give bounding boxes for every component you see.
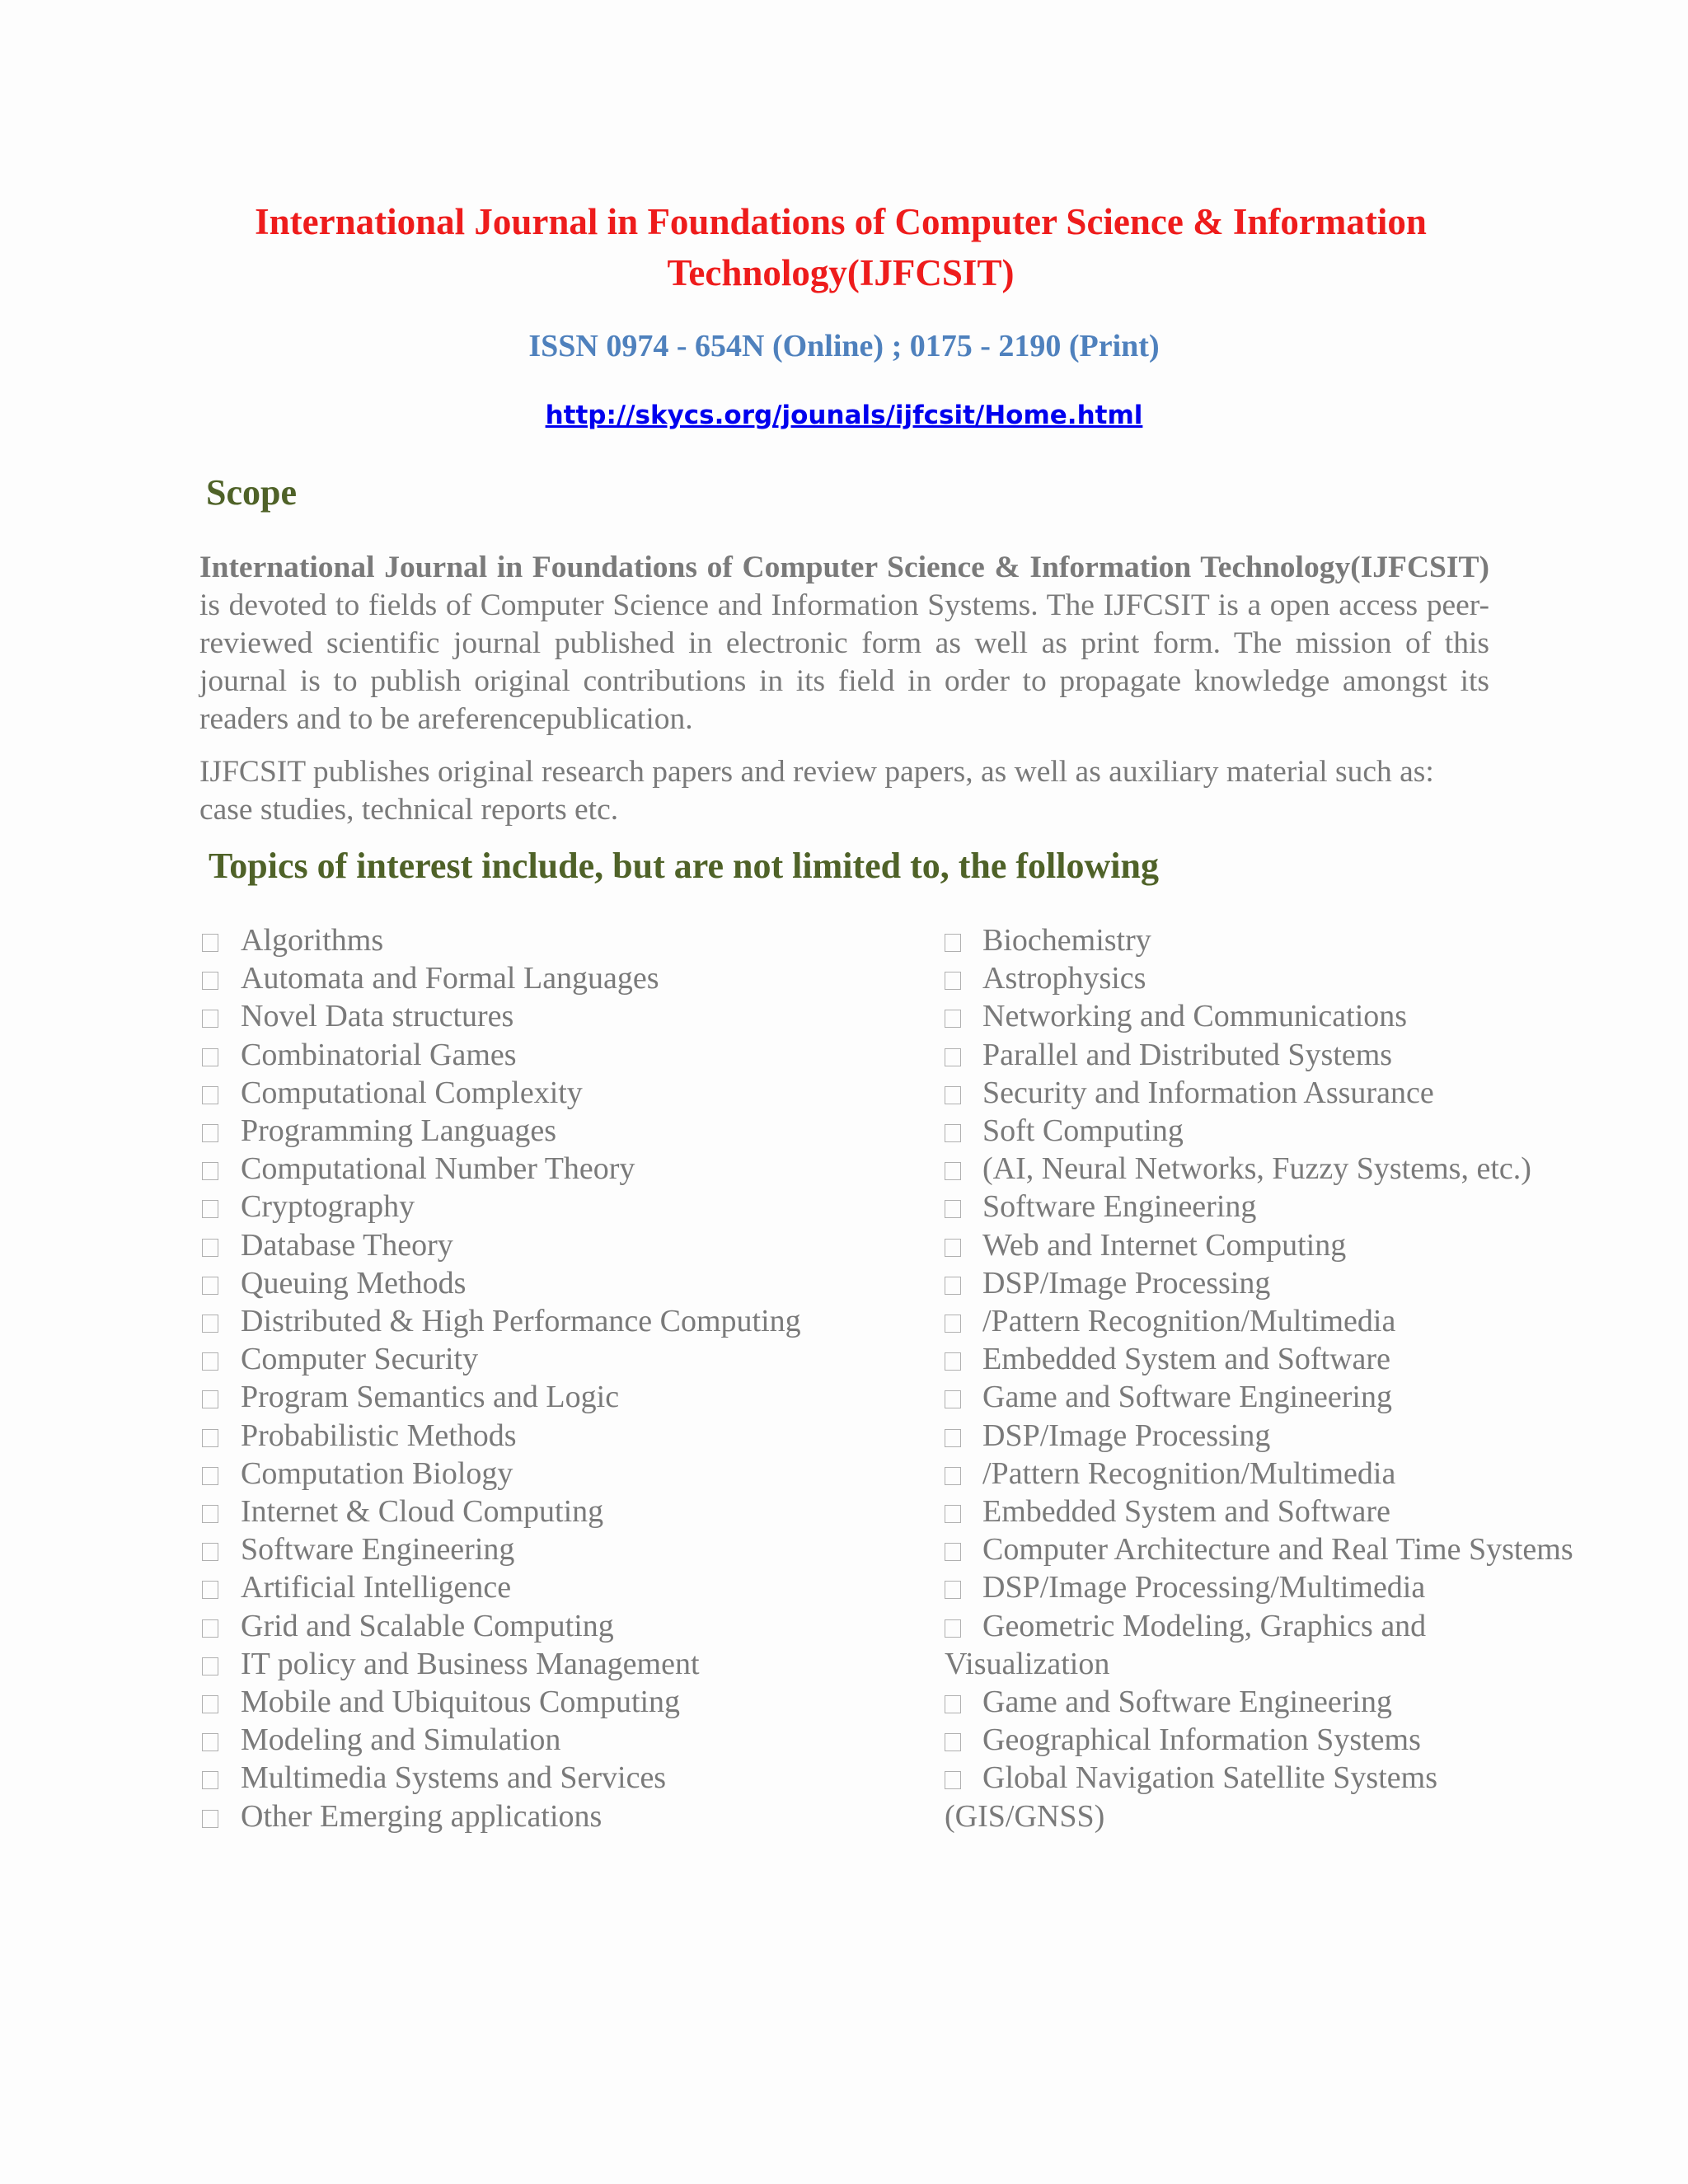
topic-label: Probabilistic Methods [241, 1418, 517, 1453]
bullet-box-icon [202, 1010, 218, 1028]
journal-url [0, 397, 1688, 434]
topic-list-item [945, 997, 1670, 1035]
bullet-box-icon [945, 1543, 961, 1561]
bullet-box-icon [945, 1695, 961, 1713]
bullet-box-icon [202, 1239, 218, 1257]
topic-list-item [945, 1150, 1670, 1188]
topic-label: Novel Data structures [241, 999, 514, 1034]
bullet-box-icon [202, 1733, 218, 1751]
bullet-box-icon [202, 1315, 218, 1333]
topic-list-item [202, 921, 911, 959]
topic-list-item [202, 1302, 911, 1340]
topic-label: Automata and Formal Languages [241, 961, 659, 996]
topic-list-item [202, 1759, 911, 1797]
topic-label: Cryptography [241, 1189, 415, 1225]
topic-list-item [202, 1645, 911, 1683]
bullet-box-icon [945, 1619, 961, 1638]
topic-label: Software Engineering [241, 1532, 515, 1568]
bullet-box-icon [945, 934, 961, 952]
topic-label: DSP/Image Processing [982, 1265, 1271, 1301]
bullet-box-icon [945, 1124, 961, 1142]
topic-list-item [945, 1530, 1670, 1568]
topic-list-item [202, 1340, 911, 1378]
bullet-box-icon [945, 1771, 961, 1789]
topics-list-right [945, 921, 1670, 1835]
bullet-box-icon [202, 1200, 218, 1218]
topic-list-item [945, 1721, 1670, 1759]
bullet-box-icon [945, 1315, 961, 1333]
scope-paragraph-1-lead: International Journal in Foundations of Computer Science & Information Technology(IJFCSIT) [199, 551, 1489, 584]
topic-label: Geometric Modeling, Graphics and [982, 1608, 1427, 1643]
topic-list-item [945, 1302, 1670, 1340]
topic-label: Software Engineering [982, 1189, 1257, 1225]
scope-paragraph-2: IJFCSIT publishes original research papers and review papers, as well as auxiliary material such as: case studies, technical reports etc. [199, 755, 1434, 827]
topic-list-item [945, 1036, 1670, 1074]
topic-list-item [202, 1721, 911, 1759]
topic-list-item [945, 1112, 1670, 1150]
topic-list-item [202, 1455, 911, 1493]
bullet-box-icon [202, 1162, 218, 1180]
topic-label: /Pattern Recognition/Multimedia [982, 1304, 1396, 1339]
journal-title [198, 196, 1484, 298]
bullet-box-icon [202, 1581, 218, 1599]
topic-label: Programming Languages [241, 1113, 557, 1149]
topic-list-item [945, 1264, 1670, 1302]
bullet-box-icon [945, 1010, 961, 1028]
topic-label: Combinatorial Games [241, 1037, 517, 1072]
topic-label: Embedded System and Software [982, 1494, 1390, 1530]
bullet-box-icon [945, 1581, 961, 1599]
bullet-box-icon [202, 1543, 218, 1561]
bullet-box-icon [945, 1390, 961, 1408]
journal-title-line-1: International Journal in Foundations of Computer Science & Information [255, 201, 1427, 242]
topic-list-item [202, 1074, 911, 1112]
topic-label: Security and Information Assurance [982, 1075, 1434, 1110]
bullet-box-icon [945, 1162, 961, 1180]
topic-list-item [202, 1568, 911, 1606]
topic-label: Queuing Methods [241, 1265, 467, 1301]
bullet-box-icon [945, 1277, 961, 1295]
topic-list-item [202, 1797, 911, 1835]
issn-line: ISSN 0974 - 654N (Online) ; 0175 - 2190 (Print) [528, 329, 1160, 363]
topic-label: Algorithms [241, 923, 384, 958]
topic-label: Program Semantics and Logic [241, 1380, 620, 1415]
topic-label: Global Navigation Satellite Systems [982, 1760, 1437, 1796]
topic-list-item [945, 1417, 1670, 1455]
bullet-box-icon [945, 1505, 961, 1523]
topic-list-item [945, 959, 1670, 997]
topic-list-item [202, 1493, 911, 1530]
topic-list-item [202, 1378, 911, 1416]
topic-label: Grid and Scalable Computing [241, 1608, 614, 1643]
topic-list-item [202, 1417, 911, 1455]
bullet-box-icon [945, 1467, 961, 1485]
bullet-box-icon [202, 1086, 218, 1104]
bullet-box-icon [945, 1048, 961, 1066]
topic-label: Multimedia Systems and Services [241, 1760, 667, 1796]
bullet-box-icon [202, 1505, 218, 1523]
topic-label: Embedded System and Software [982, 1342, 1390, 1377]
topic-list-item [945, 1568, 1670, 1606]
topic-label: Biochemistry [982, 923, 1151, 958]
topic-label: DSP/Image Processing [982, 1418, 1271, 1453]
bullet-box-icon [202, 1467, 218, 1485]
topic-list-item [945, 1188, 1670, 1226]
topic-label: Computational Number Theory [241, 1151, 635, 1187]
topic-label: IT policy and Business Management [241, 1646, 700, 1681]
bullet-box-icon [202, 972, 218, 990]
topic-label: Visualization [945, 1646, 1110, 1681]
topics-list-left [202, 921, 911, 1835]
topic-list-item [202, 1036, 911, 1074]
scope-paragraph-1 [199, 549, 1489, 738]
bullet-box-icon [202, 1048, 218, 1066]
bullet-box-icon [945, 1429, 961, 1447]
topic-list-item [202, 1530, 911, 1568]
topics-heading: Topics of interest include, but are not limited to, the following [209, 846, 1159, 886]
topic-label: Distributed & High Performance Computing [241, 1304, 801, 1339]
topic-list-item [202, 1226, 911, 1264]
bullet-box-icon [202, 1657, 218, 1675]
journal-home-link[interactable]: http://skycs.org/jounals/ijfcsit/Home.html [545, 401, 1143, 430]
topic-list-item [945, 1645, 1670, 1683]
topic-label: Modeling and Simulation [241, 1722, 561, 1758]
topic-label: Computer Security [241, 1342, 479, 1377]
bullet-box-icon [202, 1810, 218, 1828]
topic-list-item [945, 1797, 1670, 1835]
topic-label: Game and Software Engineering [982, 1380, 1392, 1415]
bullet-box-icon [202, 1619, 218, 1638]
topic-list-item [202, 1112, 911, 1150]
topic-list-item [202, 959, 911, 997]
topic-list-item [945, 1226, 1670, 1264]
bullet-box-icon [202, 1429, 218, 1447]
topic-list-item [945, 1074, 1670, 1112]
bullet-box-icon [202, 1352, 218, 1371]
topic-label: Parallel and Distributed Systems [982, 1037, 1393, 1072]
topic-list-item [945, 921, 1670, 959]
bullet-box-icon [202, 934, 218, 952]
bullet-box-icon [202, 1390, 218, 1408]
topic-label: Computation Biology [241, 1455, 513, 1491]
topic-list-item [945, 1759, 1670, 1797]
topic-label: Soft Computing [982, 1113, 1184, 1149]
journal-title-line-2: Technology(IJFCSIT) [667, 252, 1015, 293]
topic-label: Other Emerging applications [241, 1798, 603, 1834]
topic-label: Geographical Information Systems [982, 1722, 1421, 1758]
topic-list-item [945, 1607, 1670, 1645]
scope-heading: Scope [206, 472, 297, 513]
bullet-box-icon [202, 1124, 218, 1142]
topic-list-item [202, 1188, 911, 1226]
topic-list-item [945, 1378, 1670, 1416]
topic-list-item [202, 1150, 911, 1188]
topic-list-item [945, 1683, 1670, 1721]
topic-label: /Pattern Recognition/Multimedia [982, 1455, 1396, 1491]
bullet-box-icon [202, 1695, 218, 1713]
topic-label: Web and Internet Computing [982, 1227, 1347, 1263]
topic-list-item [202, 1607, 911, 1645]
topic-label: Mobile and Ubiquitous Computing [241, 1685, 681, 1720]
topic-list-item [945, 1455, 1670, 1493]
topic-label: DSP/Image Processing/Multimedia [982, 1570, 1426, 1605]
bullet-box-icon [945, 1352, 961, 1371]
topic-label: (AI, Neural Networks, Fuzzy Systems, etc.) [982, 1151, 1531, 1187]
bullet-box-icon [202, 1277, 218, 1295]
topic-list-item [945, 1340, 1670, 1378]
topic-list-item [945, 1493, 1670, 1530]
topic-list-item [202, 997, 911, 1035]
topic-label: Internet & Cloud Computing [241, 1494, 604, 1530]
topic-label: (GIS/GNSS) [945, 1798, 1105, 1834]
bullet-box-icon [945, 972, 961, 990]
bullet-box-icon [945, 1200, 961, 1218]
bullet-box-icon [945, 1086, 961, 1104]
topic-label: Networking and Communications [982, 999, 1408, 1034]
topic-label: Database Theory [241, 1227, 453, 1263]
topic-label: Artificial Intelligence [241, 1570, 512, 1605]
bullet-box-icon [202, 1771, 218, 1789]
bullet-box-icon [945, 1239, 961, 1257]
topic-label: Game and Software Engineering [982, 1685, 1392, 1720]
topic-list-item [202, 1683, 911, 1721]
topic-label: Computer Architecture and Real Time Systems [982, 1532, 1573, 1568]
topic-label: Computational Complexity [241, 1075, 583, 1110]
bullet-box-icon [945, 1733, 961, 1751]
topic-label: Astrophysics [982, 961, 1146, 996]
scope-paragraph-1-body: is devoted to fields of Computer Science and Information Systems. The IJFCSIT is a open access peer-reviewed scientific journal published in electronic form as well as print form. The mission of this journal is to publish original contributions in its field in order to propagate knowledge amongst its readers and to be areferencepublication. [199, 588, 1489, 736]
topic-list-item [202, 1264, 911, 1302]
